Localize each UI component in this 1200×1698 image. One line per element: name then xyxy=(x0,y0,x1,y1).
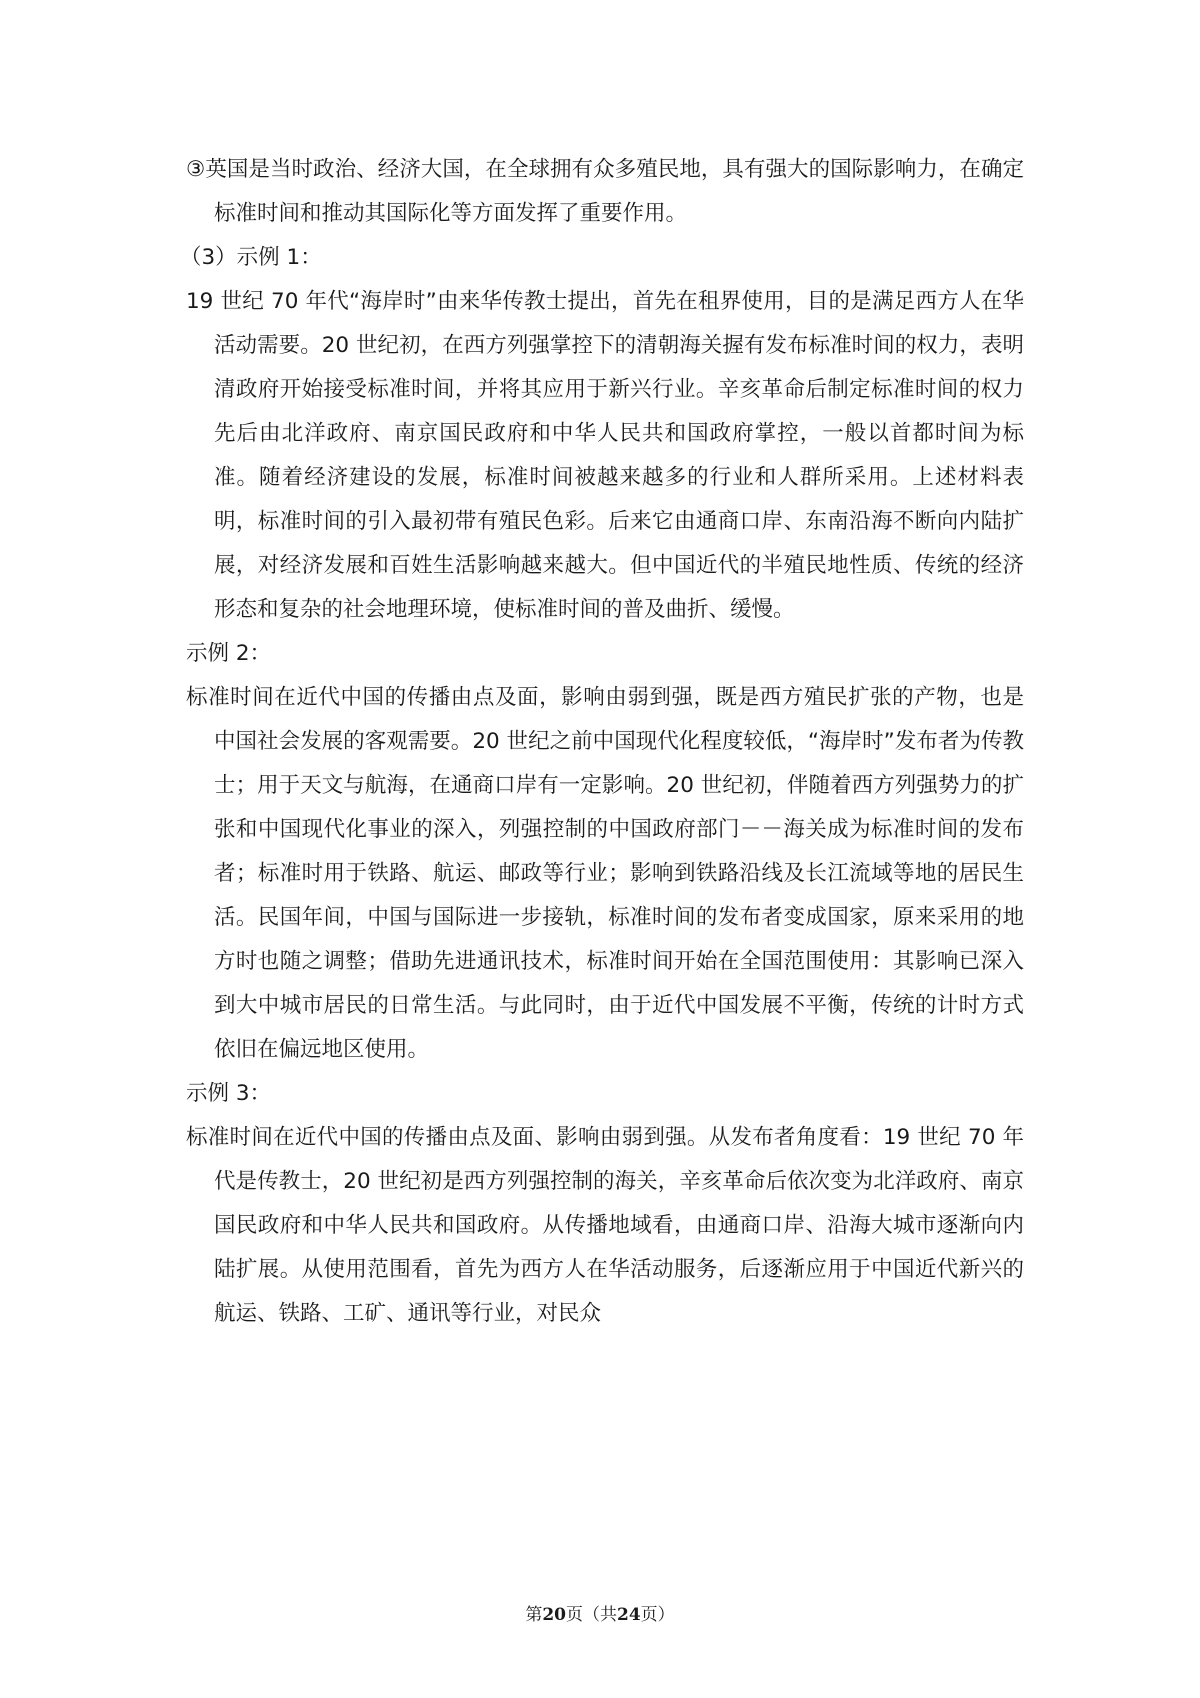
page-footer xyxy=(0,1600,1200,1625)
footer-middle: 页（共 xyxy=(566,1605,617,1625)
answer-text-body xyxy=(180,148,1024,1336)
label-section-3-example-1: （3）示例 1： xyxy=(180,245,322,270)
paragraph-example-3: 标准时间在近代中国的传播由点及面、影响由弱到强。从发布者角度看：19 世纪 70 年代是传教士，20 世纪初是西方列强控制的海关，辛亥革命后依次变为北洋政府、南京国民政府和中华人民共和国政府。从传播地域看，由通商口岸、沿海大城市逐渐向内陆扩展。从使用范围看，首先为西方人在华活动服务，后逐渐应用于中国近代新兴的航运、铁路、工矿、通讯等行业，对民众 xyxy=(186,1125,1024,1326)
label-example-2: 示例 2： xyxy=(186,641,272,666)
paragraph-example-1: 19 世纪 70 年代“海岸时”由来华传教士提出，首先在租界使用，目的是满足西方人在华活动需要。20 世纪初，在西方列强掌控下的清朝海关握有发布标准时间的权力，表明清政府开始接受标准时间，并将其应用于新兴行业。辛亥革命后制定标准时间的权力先后由北洋政府、南京国民政府和中华人民共和国政府掌控，一般以首都时间为标准。随着经济建设的发展，标准时间被越来越多的行业和人群所采用。上述材料表明，标准时间的引入最初带有殖民色彩。后来它由通商口岸、东南沿海不断向内陆扩展，对经济发展和百姓生活影响越来越大。但中国近代的半殖民地性质、传统的经济形态和复杂的社会地理环境，使标准时间的普及曲折、缓慢。 xyxy=(186,289,1024,622)
footer-suffix: 页） xyxy=(640,1605,675,1625)
footer-page-number: 20 xyxy=(542,1605,566,1625)
paragraph-example-2: 标准时间在近代中国的传播由点及面，影响由弱到强，既是西方殖民扩张的产物，也是中国社会发展的客观需要。20 世纪之前中国现代化程度较低，“海岸时”发布者为传教士；用于天文与航海，在通商口岸有一定影响。20 世纪初，伴随着西方列强势力的扩张和中国现代化事业的深入，列强控制的中国政府部门－－海关成为标准时间的发布者；标准时用于铁路、航运、邮政等行业；影响到铁路沿线及长江流域等地的居民生活。民国年间，中国与国际进一步接轨，标准时间的发布者变成国家，原来采用的地方时也随之调整；借助先进通讯技术，标准时间开始在全国范围使用：其影响已深入到大中城市居民的日常生活。与此同时，由于近代中国发展不平衡，传统的计时方式依旧在偏远地区使用。 xyxy=(186,685,1024,1062)
paragraph-point-3: ③英国是当时政治、经济大国，在全球拥有众多殖民地，具有强大的国际影响力，在确定标准时间和推动其国际化等方面发挥了重要作用。 xyxy=(186,157,1024,226)
label-example-3: 示例 3： xyxy=(186,1081,272,1106)
footer-total-pages: 24 xyxy=(617,1605,641,1625)
footer-prefix: 第 xyxy=(525,1605,543,1625)
